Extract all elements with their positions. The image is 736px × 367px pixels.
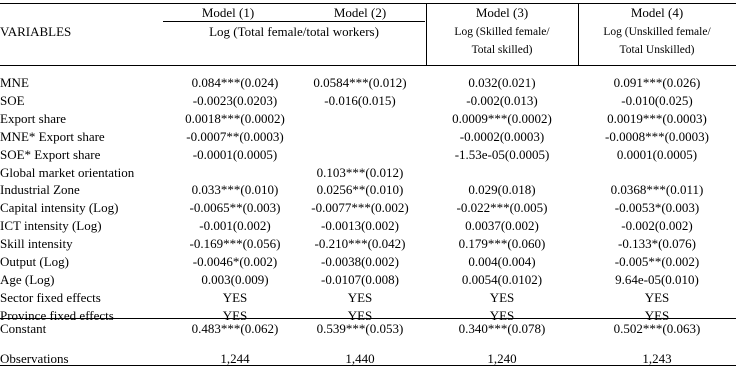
- table-row-1-model-4-cell: 0.091***(0.026): [613, 75, 701, 90]
- table-row-5-model-1-cell: -0.0001(0.0005): [192, 147, 278, 162]
- table-row-12-model-2-cell: -0.0107(0.008): [321, 272, 399, 287]
- table-row-6-label: Global market orientation: [0, 165, 135, 180]
- table-row-3-model-3-cell: 0.0009***(0.0002): [452, 111, 552, 126]
- observations-row-model-1-cell: 1,244: [220, 351, 250, 366]
- table-row-1-model-1-cell: 0.084***(0.024): [191, 75, 279, 90]
- table-row-3-label: Export share: [0, 111, 67, 126]
- dependent-variable-model-4-line-1: Log (Unskilled female/: [603, 26, 711, 38]
- table-row-11-model-3-cell: 0.004(0.004): [468, 254, 536, 269]
- table-row-3-model-1-cell: 0.0018***(0.0002): [185, 111, 285, 126]
- table-row-8-label: Capital intensity (Log): [0, 200, 119, 215]
- table-row-9-model-3-cell: 0.0037(0.002): [465, 218, 539, 233]
- table-row-2-model-1-cell: -0.0023(0.0203): [192, 93, 278, 108]
- constant-row-model-1-cell: 0.483***(0.062): [191, 321, 279, 336]
- table-row-6-model-2-cell: 0.103***(0.012): [316, 165, 404, 180]
- table-row-1-label: MNE: [0, 75, 29, 90]
- table-row-7-model-2-cell: 0.0256**(0.010): [316, 182, 404, 197]
- table-row-9-model-4-cell: -0.002(0.002): [621, 218, 693, 233]
- table-row-14-model-3-cell: YES: [489, 308, 515, 323]
- table-row-10-model-3-cell: 0.179***(0.060): [458, 236, 546, 251]
- table-row-2-model-3-cell: -0.002(0.013): [466, 93, 538, 108]
- table-row-5-label: SOE* Export share: [0, 147, 101, 162]
- model-4-header: Model (4): [630, 5, 684, 20]
- table-row-11-model-2-cell: -0.0038(0.002): [321, 254, 399, 269]
- header-vrule-3-4: [578, 3, 579, 65]
- model-2-header: Model (2): [333, 5, 387, 20]
- table-row-5-model-4-cell: 0.0001(0.0005): [616, 147, 698, 162]
- table-row-2-label: SOE: [0, 93, 25, 108]
- model-1-header: Model (1): [201, 5, 255, 20]
- table-row-4-model-1-cell: -0.0007**(0.0003): [186, 129, 284, 144]
- observations-row-model-4-cell: 1,243: [642, 351, 672, 366]
- top-rule: [0, 3, 736, 4]
- table-row-12-model-1-cell: 0.003(0.009): [201, 272, 269, 287]
- table-row-7-label: Industrial Zone: [0, 182, 80, 197]
- table-row-8-model-2-cell: -0.0077***(0.002): [311, 200, 409, 215]
- table-row-13-model-2-cell: YES: [347, 290, 373, 305]
- table-row-12-model-4-cell: 9.64e-05(0.010): [615, 272, 699, 287]
- header-bottom-rule: [0, 65, 736, 66]
- table-row-7-model-1-cell: 0.033***(0.010): [191, 182, 279, 197]
- variables-header: VARIABLES: [0, 24, 72, 39]
- table-row-2-model-4-cell: -0.010(0.025): [621, 93, 693, 108]
- table-row-10-model-4-cell: -0.133*(0.076): [618, 236, 696, 251]
- dependent-variable-model-3-line-2: Total skilled): [471, 44, 533, 56]
- header-vrule-2-3: [426, 3, 427, 65]
- constant-row-model-4-cell: 0.502***(0.063): [613, 321, 701, 336]
- table-row-12-model-3-cell: 0.0054(0.0102): [461, 272, 543, 287]
- model-3-header: Model (3): [475, 5, 529, 20]
- table-row-1-model-3-cell: 0.032(0.021): [468, 75, 536, 90]
- table-row-7-model-4-cell: 0.0368***(0.011): [610, 182, 704, 197]
- table-row-11-model-1-cell: -0.0046*(0.002): [192, 254, 278, 269]
- constant-row-model-3-cell: 0.340***(0.078): [458, 321, 546, 336]
- table-row-4-model-4-cell: -0.0008***(0.0003): [605, 129, 709, 144]
- header-mid-rule: [163, 21, 425, 22]
- table-row-5-model-3-cell: -1.53e-05(0.0005): [454, 147, 550, 162]
- table-row-14-model-4-cell: YES: [644, 308, 670, 323]
- table-row-7-model-3-cell: 0.029(0.018): [468, 182, 536, 197]
- table-row-4-model-3-cell: -0.0002(0.0003): [459, 129, 545, 144]
- table-row-14-model-2-cell: YES: [347, 308, 373, 323]
- observations-row-model-3-cell: 1,240: [487, 351, 517, 366]
- table-row-13-model-3-cell: YES: [489, 290, 515, 305]
- dependent-variable-models-1-2: Log (Total female/total workers): [209, 24, 379, 39]
- table-row-9-model-2-cell: -0.0013(0.002): [321, 218, 399, 233]
- table-row-10-model-1-cell: -0.169***(0.056): [189, 236, 281, 251]
- table-row-8-model-3-cell: -0.022***(0.005): [456, 200, 548, 215]
- table-row-11-model-4-cell: -0.005**(0.002): [614, 254, 700, 269]
- table-row-8-model-4-cell: -0.0053*(0.003): [614, 200, 700, 215]
- table-row-10-label: Skill intensity: [0, 236, 73, 251]
- table-row-9-label: ICT intensity (Log): [0, 218, 102, 233]
- table-row-14-label: Province fixed effects: [0, 308, 114, 323]
- constant-row-label: Constant: [0, 321, 47, 336]
- table-row-4-label: MNE* Export share: [0, 129, 105, 144]
- table-row-13-model-4-cell: YES: [644, 290, 670, 305]
- table-row-9-model-1-cell: -0.001(0.002): [199, 218, 271, 233]
- constant-row-model-2-cell: 0.539***(0.053): [316, 321, 404, 336]
- table-row-12-label: Age (Log): [0, 272, 55, 287]
- table-row-10-model-2-cell: -0.210***(0.042): [314, 236, 406, 251]
- dependent-variable-model-3-line-1: Log (Skilled female/: [454, 26, 550, 38]
- table-row-8-model-1-cell: -0.0065**(0.003): [189, 200, 281, 215]
- table-row-13-model-1-cell: YES: [222, 290, 248, 305]
- table-row-2-model-2-cell: -0.016(0.015): [324, 93, 396, 108]
- table-row-13-label: Sector fixed effects: [0, 290, 101, 305]
- table-row-3-model-4-cell: 0.0019***(0.0003): [607, 111, 707, 126]
- table-row-11-label: Output (Log): [0, 254, 69, 269]
- observations-row-model-2-cell: 1,440: [345, 351, 375, 366]
- table-row-14-model-1-cell: YES: [222, 308, 248, 323]
- table-row-1-model-2-cell: 0.0584***(0.012): [313, 75, 407, 90]
- dependent-variable-model-4-line-2: Total Unskilled): [619, 44, 695, 56]
- observations-row-label: Observations: [0, 351, 69, 366]
